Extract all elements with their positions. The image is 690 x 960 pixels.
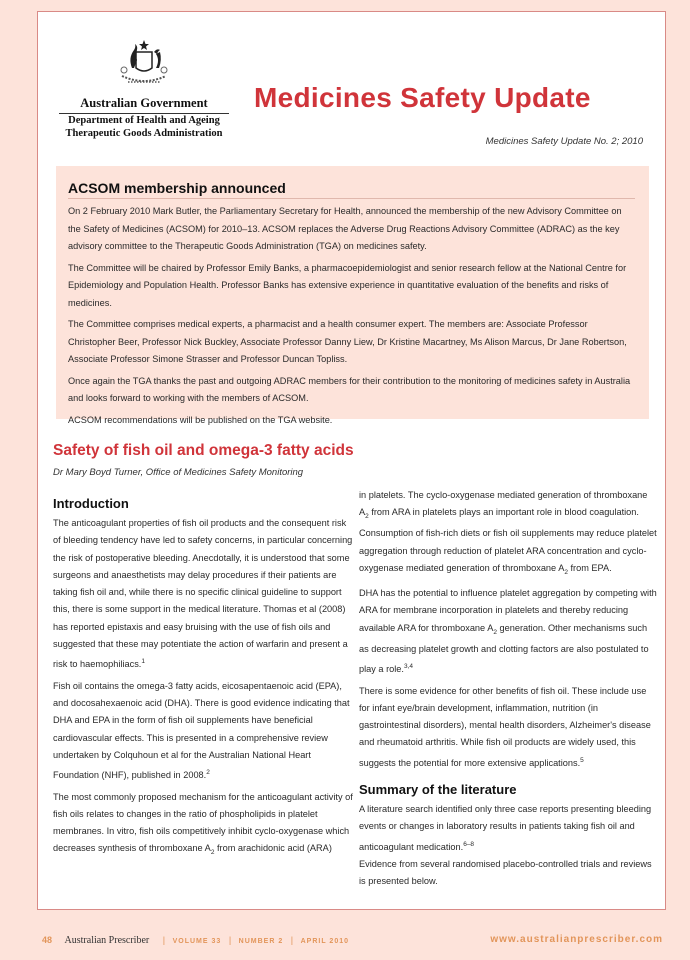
article-byline: Dr Mary Boyd Turner, Office of Medicines Safety Monitoring bbox=[53, 467, 304, 478]
acsom-announcement-box bbox=[56, 166, 649, 425]
benefits-paragraph bbox=[359, 683, 659, 773]
reference-superscript: 3,4 bbox=[403, 663, 413, 671]
intro-paragraph-3 bbox=[53, 789, 353, 862]
mechanism-text-b: from ARA in platelets plays an important role in blood coagulation. Consumption of fish-rich diets or fish oil supplements may reduce platelet aggregation through reduction of platelet ARA concentration and cyclo-oxygenase mediated generation of thromboxane A bbox=[359, 507, 657, 574]
introduction-heading: Introduction bbox=[53, 496, 129, 511]
volume-label: VOLUME 33 bbox=[172, 938, 222, 945]
divider: | bbox=[290, 935, 294, 945]
acsom-paragraph: ACSOM recommendations will be published on the TGA website. bbox=[68, 414, 333, 425]
summary-heading: Summary of the literature bbox=[359, 782, 517, 798]
masthead-title: Medicines Safety Update bbox=[254, 82, 591, 113]
website-link[interactable]: www.australianprescriber.com bbox=[490, 934, 663, 945]
intro-paragraph-2-text: Fish oil contains the omega-3 fatty acids, eicosapentaenoic acid (EPA), and docosahexaenoic acid (DHA). There is good evidence indicating that DHA and EPA in the form of fish oil supplements have beneficial cardiovascular effects. This is presented in a comprehensive review undertaken by Colquhoun et al for the Australian National Heart Foundation (NHF), published in 2008. bbox=[53, 680, 350, 781]
reference-superscript: 2 bbox=[206, 769, 210, 777]
acsom-paragraph: The Committee comprises medical experts, a pharmacist and a health consumer expert. The members are: Associate Professor Christopher Beer, Professor Nick Buckley, Associate Professor Danny Liew, Dr Kristine Macartney, Ms Alison Marcus, Dr Jane Robertson, Associate Professor Simone Strasser and Professor Duncan Topliss. bbox=[68, 319, 627, 364]
summary-text-2: Evidence from several randomised placebo-controlled trials and reviews is presented below. bbox=[359, 859, 652, 887]
mechanism-paragraph bbox=[359, 487, 659, 581]
subscript: 2 bbox=[365, 513, 369, 521]
government-logo-block bbox=[54, 38, 234, 140]
reference-superscript: 6–8 bbox=[463, 840, 475, 848]
acsom-paragraph: On 2 February 2010 Mark Butler, the Parliamentary Secretary for Health, announced the membership of the new Advisory Committee on the Safety of Medicines (ACSOM) for 2010–13. ACSOM replaces the Adverse Drug Reactions Advisory Committee (ADRAC) as the key advisory committee to the Therapeutic Goods Administration (TGA) on medicines safety. bbox=[68, 206, 622, 251]
page-footer bbox=[42, 935, 349, 946]
department-name: Department of Health and Ageing bbox=[68, 115, 220, 126]
coat-of-arms-icon bbox=[114, 38, 174, 90]
page-number: 48 bbox=[42, 935, 53, 945]
article-title: Safety of fish oil and omega-3 fatty acids bbox=[53, 442, 354, 459]
intro-paragraph-3-text: The most commonly proposed mechanism for the anticoagulant activity of fish oils relates to changes in the ratio of phospholipids in platelet membranes. In vitro, fish oils competitively inhibit cyclo-oxygenase which decreases synthesis of thromboxane A bbox=[53, 791, 353, 854]
reference-superscript: 5 bbox=[580, 756, 584, 764]
number-label: NUMBER 2 bbox=[238, 938, 284, 945]
mechanism-text-a: in platelets. The cyclo-oxygenase mediated generation of thromboxane A bbox=[359, 490, 648, 518]
intro-paragraph-1 bbox=[53, 515, 353, 674]
date-label: APRIL 2010 bbox=[300, 938, 349, 945]
divider: | bbox=[162, 935, 166, 945]
subscript: 2 bbox=[493, 628, 497, 636]
summary-text: A literature search identified only three case reports presenting bleeding events or changes in laboratory results in patients taking fish oil and anticoagulant medication. bbox=[359, 804, 652, 852]
benefits-text: There is some evidence for other benefits of fish oil. These include use for infant eye/brain development, inflammation, nutrition (in gastrointestinal disorders), mental health disorders, Alzheimer's disease and rheumatoid arthritis. While fish oil products are widely used, this suggests the potential for more extensive applications. bbox=[359, 685, 651, 768]
issue-line: Medicines Safety Update No. 2; 2010 bbox=[485, 136, 643, 147]
intro-paragraph-3-text-end: from arachidonic acid (ARA) bbox=[214, 843, 332, 854]
acsom-paragraph: The Committee will be chaired by Professor Emily Banks, a pharmacoepidemiologist and senior research fellow at the National Centre for Epidemiology and Population Health. Professor Banks has extensive experience in quantitative evaluation of the benefits and risks of medicines. bbox=[68, 262, 627, 308]
mechanism-text-c: from EPA. bbox=[567, 563, 612, 574]
subscript: 2 bbox=[564, 568, 568, 576]
subscript: 2 bbox=[210, 849, 215, 857]
dha-text-b: generation. Other mechanisms such as decreasing platelet growth and clotting factors are also postulated to play a role. bbox=[359, 622, 649, 675]
acsom-title: ACSOM membership announced bbox=[68, 180, 635, 199]
acsom-paragraph: Once again the TGA thanks the past and outgoing ADRAC members for their contribution to the monitoring of medicines safety in Australia and looks forward to working with the members of ACSOM. bbox=[68, 375, 631, 403]
divider: | bbox=[228, 935, 232, 945]
dha-paragraph bbox=[359, 585, 659, 678]
article-right-column bbox=[359, 487, 659, 895]
intro-paragraph-1-text: The anticoagulant properties of fish oil products and the consequent risk of bleeding tendency have led to safety concerns, in particular concerning the risk of postoperative bleeding. Anecdotally, it is understood that some surgeons and anaesthetists may delay procedures if their patients are taking fish oil and, while there is no specific clinical guideline to support this, there is some support in the medical literature. Thomas et al (2008) has reported epistaxis and easy bruising with the use of fish oils and suggested that these may potentiate the action of warfarin and present a risk to haemophiliacs. bbox=[53, 518, 353, 670]
agency-name: Therapeutic Goods Administration bbox=[65, 128, 223, 139]
reference-superscript: 1 bbox=[141, 658, 145, 666]
publication-name: Australian Prescriber bbox=[64, 935, 150, 946]
government-name: Australian Government bbox=[59, 96, 229, 114]
summary-paragraph bbox=[359, 801, 659, 891]
article-left-column bbox=[53, 496, 353, 866]
intro-paragraph-2 bbox=[53, 678, 353, 785]
dha-text-a: DHA has the potential to influence platelet aggregation by competing with ARA for membrane incorporation in platelets and thereby reducing available ARA for thromboxane A bbox=[359, 588, 657, 633]
page-frame bbox=[37, 11, 666, 910]
